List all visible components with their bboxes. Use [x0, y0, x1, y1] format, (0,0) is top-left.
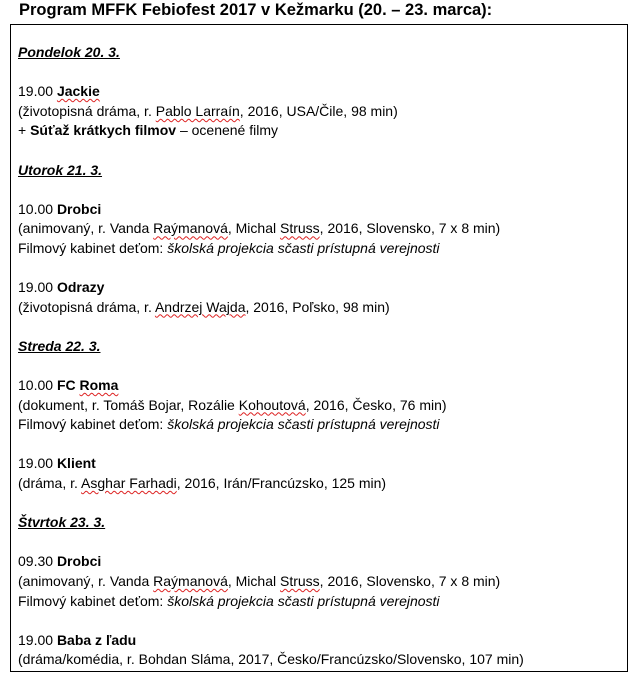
film-title-line: 19.00 Odrazy [18, 279, 105, 296]
film-name: Odrazy [56, 279, 105, 296]
film-details: (dráma/komédia, r. Bohdan Sláma, 2017, Česko/Francúzsko/Slovensko, 107 min) [18, 651, 524, 668]
film-details: (dokument, r. Tomáš Bojar, Rozálie Kohoutová, 2016, Česko, 76 min) [18, 396, 447, 413]
film-details: (animovaný, r. Vanda Raýmanová, Michal Struss, 2016, Slovensko, 7 x 8 min) [18, 573, 501, 590]
film-title-line: 10.00 Drobci [18, 200, 102, 217]
film-note: Filmový kabinet deťom: školská projekcia sčasti prístupná verejnosti [18, 239, 440, 256]
film-note: Filmový kabinet deťom: školská projekcia sčasti prístupná verejnosti [18, 592, 440, 609]
program-box [10, 24, 628, 672]
day-heading-monday: Pondelok 20. 3. [18, 44, 120, 60]
film-details: (dráma, r. Asghar Farhadi, 2016, Irán/Francúzsko, 125 min) [18, 475, 387, 492]
film-title-line: 19.00 Jackie [18, 83, 100, 100]
film-title-line: 19.00 Baba z ľadu [18, 631, 137, 648]
film-title-line: 19.00 Klient [18, 455, 96, 472]
film-details: (animovaný, r. Vanda Raýmanová, Michal Struss, 2016, Slovensko, 7 x 8 min) [18, 220, 501, 237]
film-name: Drobci [56, 553, 102, 570]
day-heading-tuesday: Utorok 21. 3. [18, 161, 103, 178]
film-details: (životopisná dráma, r. Pablo Larraín, 2016, USA/Čile, 98 min) [18, 102, 398, 119]
film-details: (životopisná dráma, r. Andrzej Wajda, 2016, Poľsko, 98 min) [18, 298, 390, 315]
film-name-part: Roma [79, 377, 119, 394]
day-heading-thursday: Štvrtok 23. 3. [18, 514, 106, 531]
film-name: Jackie [56, 83, 100, 100]
film-name-part: FC [56, 377, 76, 394]
film-title-line: 10.00 FC Roma [18, 377, 119, 394]
film-name: Klient [56, 455, 96, 472]
film-name: Baba z ľadu [56, 631, 137, 648]
film-note: Filmový kabinet deťom: školská projekcia sčasti prístupná verejnosti [18, 416, 440, 433]
film-name: Drobci [56, 200, 102, 217]
day-heading-wednesday: Streda 22. 3. [18, 337, 101, 354]
page-title: Program MFFK Febiofest 2017 v Kežmarku (20. – 23. marca): [19, 1, 493, 19]
film-extra: + Súťaž krátkych filmov – ocenené filmy [18, 122, 279, 139]
film-title-line: 09.30 Drobci [18, 553, 102, 570]
